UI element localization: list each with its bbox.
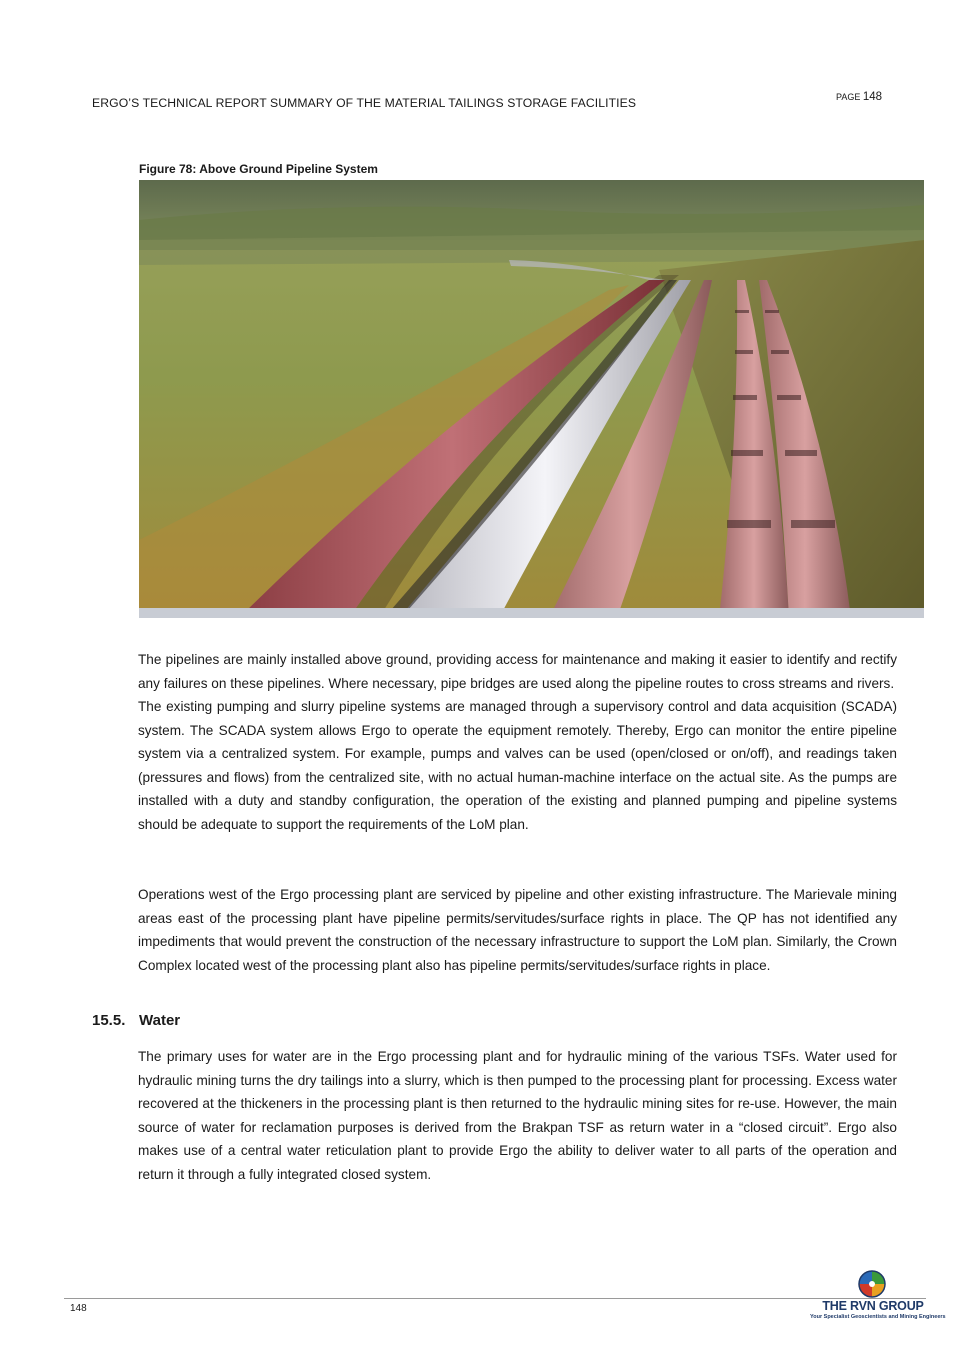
operations-paragraph: Operations west of the Ergo processing plant are serviced by pipeline and other existing infrastructure. The Marievale mining areas east of the processing plant have pipeline permits/servitudes/surface rights in place. The QP has not identified any impediments that would prevent the construction of the necessary infrastructure to support the LoM plan. Similarly, the Crown Complex located west of the processing plant also has pipeline permits/servitudes/surface rights in place.: [138, 887, 897, 973]
section-number: 15.5.: [92, 1012, 126, 1029]
header-page-prefix: PAGE: [836, 92, 861, 102]
operations-paragraph-block: [138, 883, 897, 977]
logo-name: THE RVN GROUP: [822, 1299, 924, 1313]
rvn-group-logo: [810, 1270, 946, 1322]
footer-page-number: 148: [70, 1303, 87, 1314]
water-paragraph: The primary uses for water are in the Ergo processing plant and for hydraulic mining of the various TSFs. Water used for hydraulic mining turns the dry tailings into a slurry, which is then pumped to the processing plant for processing. Excess water recovered at the thickeners in the processing plant is then returned to the hydraulic mining sites for re-use. However, the main source of water for reclamation purposes is derived from the Brakpan TSF as return water in a “closed circuit”. Ergo also makes use of a central water reticulation plant to provide Ergo the ability to deliver water to all parts of the operation and return it through a fully integrated closed system.: [138, 1049, 897, 1182]
footer-divider: [64, 1298, 926, 1299]
pipeline-photo: [139, 180, 924, 618]
logo-tagline: Your Specialist Geoscientists and Mining Engineers: [810, 1314, 946, 1320]
header-page-number: 148: [862, 91, 883, 103]
pipeline-paragraph: The pipelines are mainly installed above ground, providing access for maintenance and making it easier to identify and rectify any failures on these pipelines. Where necessary, pipe bridges are used along the pipeline routes to cross streams and rivers.: [138, 652, 897, 691]
header-page-label: [836, 91, 882, 103]
pipeline-paragraph-block: [138, 648, 897, 836]
report-header-title: ERGO’S TECHNICAL REPORT SUMMARY OF THE MATERIAL TAILINGS STORAGE FACILITIES: [92, 96, 637, 110]
scada-paragraph: The existing pumping and slurry pipeline systems are managed through a supervisory control and data acquisition (SCADA) system. The SCADA system allows Ergo to operate the equipment remotely. Thereby, Ergo can monitor the entire pipeline system via a centralized system. For example, pumps and valves can be used (open/closed or on/off), and readings taken (pressures and flows) from the centralized site, with no actual human-machine interface on the actual site. As the pumps are installed with a duty and standby configuration, the operation of the existing and planned pumping and pipeline systems should be adequate to support the requirements of the LoM plan.: [138, 699, 897, 832]
water-paragraph-block: [138, 1045, 897, 1186]
logo-wheel-icon: [810, 1270, 936, 1300]
section-title: Water: [139, 1012, 181, 1029]
section-heading: [92, 1012, 180, 1029]
figure-caption: Figure 78: Above Ground Pipeline System: [139, 162, 378, 176]
